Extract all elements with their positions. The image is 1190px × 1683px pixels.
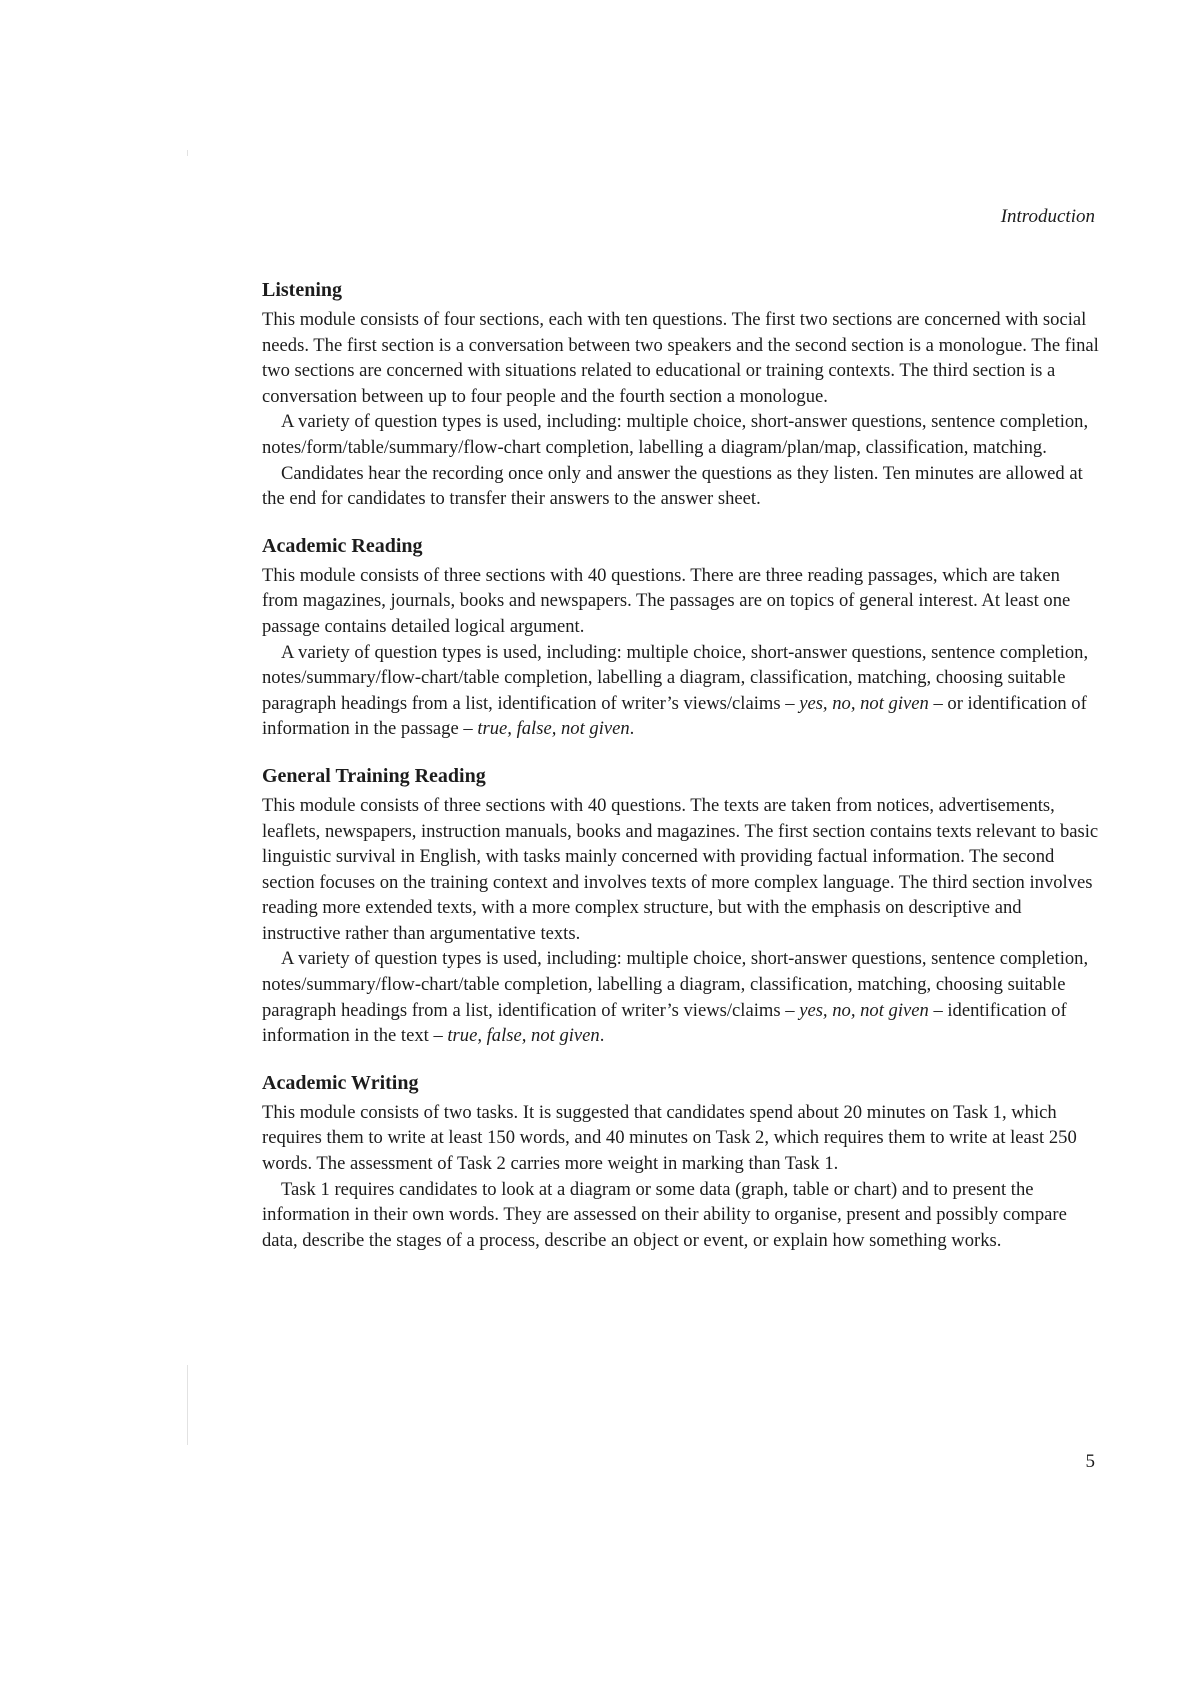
- paragraph: This module consists of two tasks. It is suggested that candidates spend about 20 minutes on Task 1, which requires them to write at least 150 words, and 40 minutes on Task 2, which requires them to write at least 250 words. The assessment of Task 2 carries more weight in marking than Task 1.: [262, 1101, 1077, 1175]
- section-heading: Academic Writing: [262, 1071, 419, 1094]
- paragraph: This module consists of four sections, each with ten questions. The first two sections are concerned with social needs. The first section is a conversation between two speakers and the second section is a monologue. The final two sections are concerned with situations related to educational or training contexts. The third section is a conversation between up to four people and the fourth section a monologue.: [262, 309, 1099, 407]
- paragraph: [262, 640, 1100, 742]
- section-academic-writing: [262, 1071, 1100, 1254]
- paragraph: Candidates hear the recording once only and answer the questions as they listen. Ten minutes are allowed at the end for candidates to transfer their answers to the answer sheet.: [262, 462, 1083, 510]
- page-number: 5: [1085, 1451, 1095, 1472]
- paragraph: This module consists of three sections with 40 questions. The texts are taken from notices, advertisements, leaflets, newspapers, instruction manuals, books and magazines. The first section contains texts relevant to basic linguistic survival in English, with tasks mainly concerned with providing factual information. The second section focuses on the training context and involves texts of more complex language. The third section involves reading more extended texts, with a more complex structure, but with the emphasis on descriptive and instructive rather than argumentative texts.: [262, 794, 1099, 944]
- section-academic-reading: [262, 534, 1100, 742]
- italic-answer-options: true, false, not given: [447, 1025, 600, 1047]
- italic-answer-options: true, false, not given: [477, 718, 630, 740]
- paragraph-text: – or identification of information in the passage –: [262, 692, 1087, 740]
- section-general-training-reading: [262, 764, 1100, 1049]
- paragraph-text: .: [599, 1025, 605, 1047]
- page-body: [262, 278, 1100, 1275]
- paragraph: [262, 946, 1100, 1048]
- scan-mark: [187, 1365, 188, 1445]
- paragraph-text: – identification of information in the text –: [262, 999, 1067, 1047]
- running-head: Introduction: [1000, 206, 1095, 227]
- paragraph: A variety of question types is used, including: multiple choice, short-answer questions, sentence completion, notes/form/table/summary/flow-chart completion, labelling a diagram/plan/map, classification, matching.: [262, 411, 1089, 458]
- section-heading: Academic Reading: [262, 534, 423, 557]
- scan-mark: [187, 150, 188, 156]
- paragraph: This module consists of three sections with 40 questions. There are three reading passages, which are taken from magazines, journals, books and newspapers. The passages are on topics of general interest. At least one passage contains detailed logical argument.: [262, 564, 1071, 637]
- section-listening: [262, 278, 1100, 512]
- paragraph-text: A variety of question types is used, including: multiple choice, short-answer questions, sentence completion, notes/summary/flow-chart/table completion, labelling a diagram, classification, matching, choosing suitable paragraph headings from a list, identification of writer’s views/claims –: [262, 948, 1089, 1021]
- paragraph: Task 1 requires candidates to look at a diagram or some data (graph, table or chart) and to present the information in their own words. They are assessed on their ability to organise, present and possibly compare data, describe the stages of a process, describe an object or event, or explain how something works.: [262, 1178, 1067, 1251]
- paragraph-text: A variety of question types is used, including: multiple choice, short-answer questions, sentence completion, notes/summary/flow-chart/table completion, labelling a diagram, classification, matching, choosing suitable paragraph headings from a list, identification of writer’s views/claims –: [262, 641, 1089, 714]
- paragraph-text: .: [629, 718, 635, 740]
- section-heading: Listening: [262, 279, 343, 301]
- section-heading: General Training Reading: [262, 764, 486, 787]
- italic-answer-options: yes, no, not given: [799, 692, 929, 714]
- italic-answer-options: yes, no, not given: [799, 999, 929, 1021]
